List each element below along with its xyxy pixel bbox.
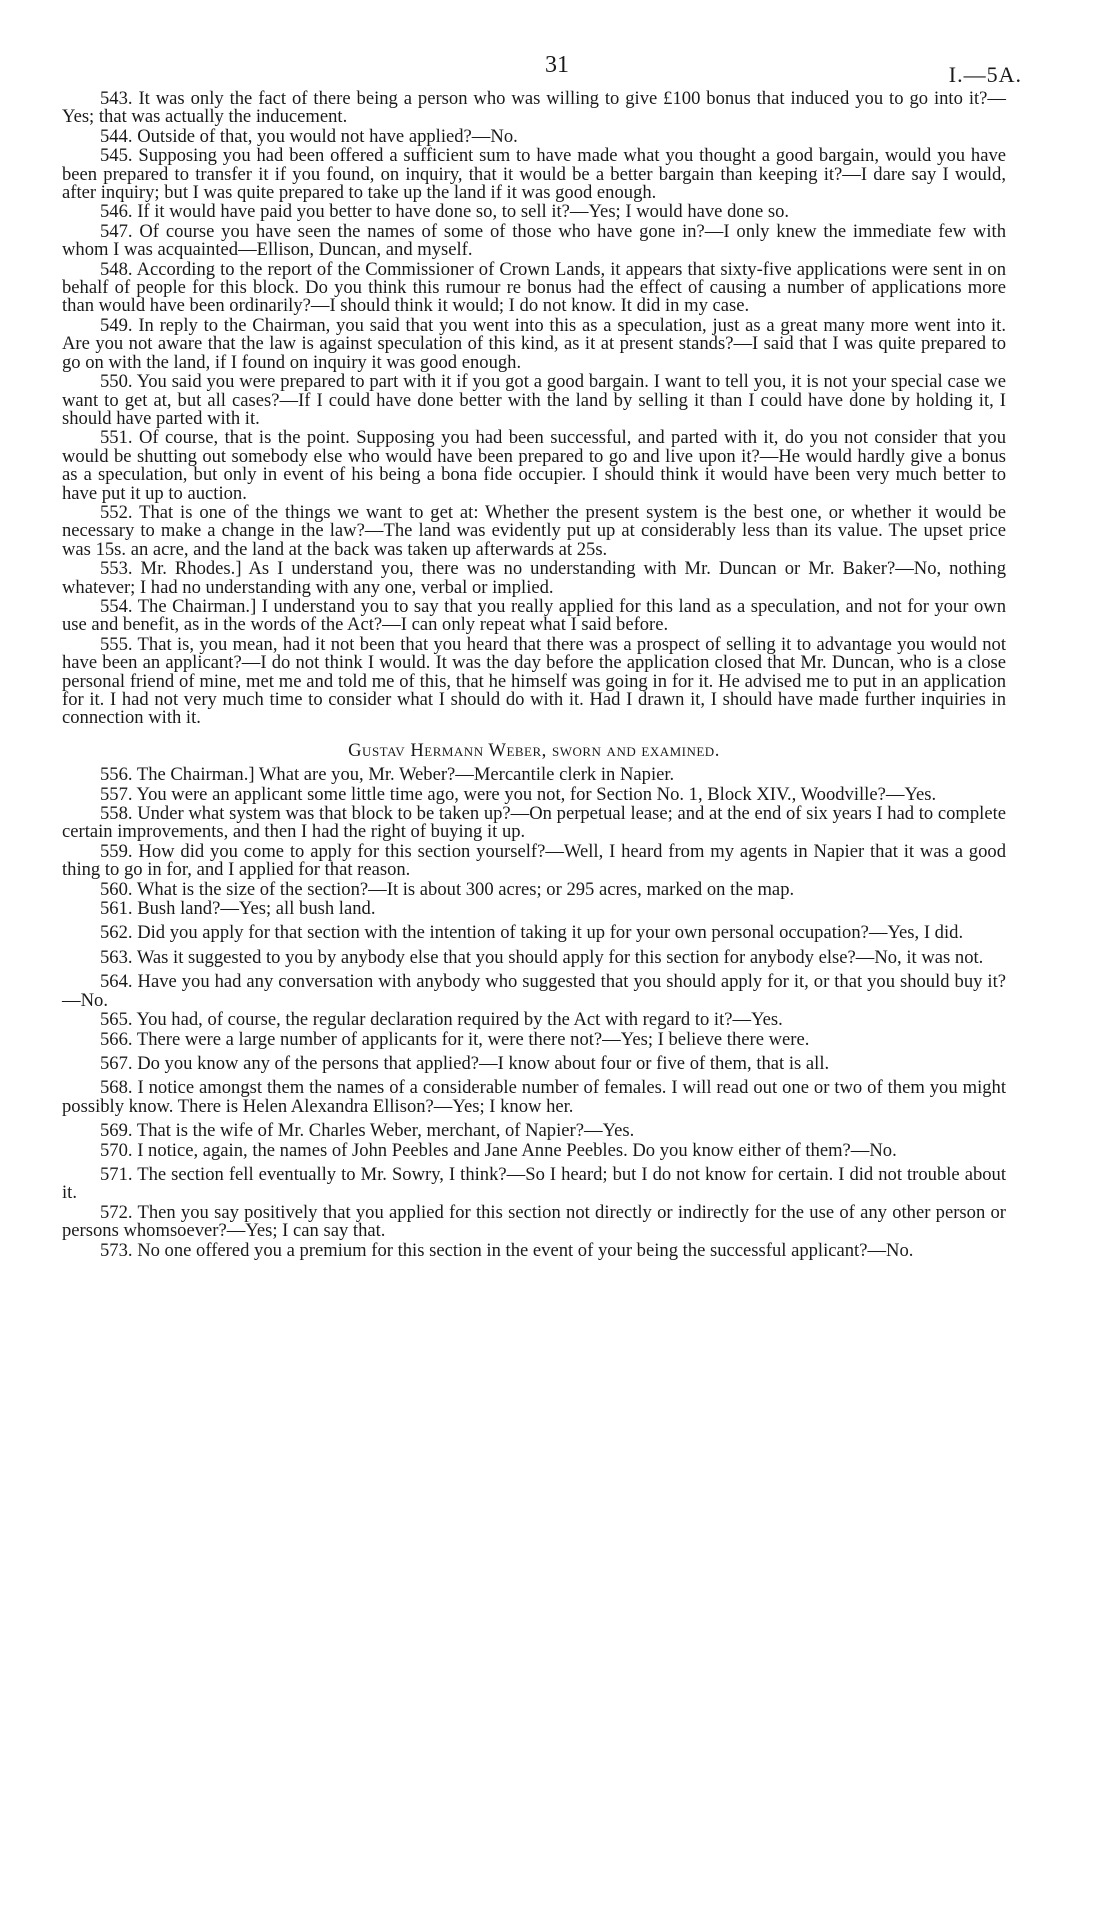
paragraph-559: 559. How did you come to apply for this section yourself?—Well, I heard from my agents in Napier that it was a good thing to go in for, and I applied for that reason. (62, 840, 1006, 881)
paragraph-545: 545. Supposing you had been offered a sufficient sum to have made what you thought a good bargain, would you have been prepared to transfer it if you found, on inquiry, that it would be a better bargain than keeping it?—I dare say I would, after inquiry; but I was quite prepared to take up the land if it was good enough. (62, 145, 1006, 204)
paragraph-562: 562. Did you apply for that section with the intention of taking it up for your own personal occupation?—Yes, I did. (100, 922, 964, 944)
paragraph-567: 567. Do you know any of the persons that applied?—I know about four or five of them, that is all. (100, 1052, 830, 1074)
page-number: 31 (545, 52, 569, 78)
paragraph-548: 548. According to the report of the Commissioner of Crown Lands, it appears that sixty-five applications were sent in on behalf of people for this block. Do you think this rumour re bonus had the effect of causing a number of applications more than would have been ordinarily?—I should think it would; I do not know. It did in my case. (62, 258, 1006, 317)
paragraph-570: 570. I notice, again, the names of John Peebles and Jane Anne Peebles. Do you know either of them?—No. (100, 1139, 897, 1161)
paragraph-560: 560. What is the size of the section?—It is about 300 acres; or 295 acres, marked on the map. (100, 878, 795, 900)
paragraph-573: 573. No one offered you a premium for this section in the event of your being the successful applicant?—No. (100, 1239, 914, 1261)
paragraph-568: 568. I notice amongst them the names of a considerable number of females. I will read out one or two of them you might possibly know. There is Helen Alexandra Ellison?—Yes; I know her. (62, 1077, 1006, 1117)
paragraph-543: 543. It was only the fact of there being a person who was willing to give £100 bonus that induced you to go into it?—Yes; that was actually the inducement. (62, 88, 1006, 128)
paragraph-558: 558. Under what system was that block to be taken up?—On perpetual lease; and at the end of six years I had to complete certain improvements, and then I had the right of buying it up. (62, 803, 1006, 843)
paragraph-564: 564. Have you had any conversation with anybody who suggested that you should apply for it, or that you should buy it?—No. (62, 971, 1006, 1011)
paragraph-552: 552. That is one of the things we want to get at: Whether the present system is the best one, or whether it would be necessary to make a change in the law?—The land was evidently put up at considerably less than its value. The upset price was 15s. an acre, and the land at the back was taken up afterwards at 25s. (62, 501, 1006, 560)
paragraph-546: 546. If it would have paid you better to have done so, to sell it?—Yes; I would have done so. (100, 201, 790, 223)
paragraph-561: 561. Bush land?—Yes; all bush land. (100, 898, 376, 920)
paragraph-555: 555. That is, you mean, had it not been that you heard that there was a prospect of selling it to advantage you would not have been an applicant?—I do not think I would. It was the day before the application closed that Mr. Duncan, who is a close personal friend of mine, met me and told me of this, that he himself was going in for it. He advised me to put in an application for it. I had not very much time to consider what I should do with it. Had I drawn it, I should have made further inquiries in connection with it. (62, 633, 1006, 729)
paragraph-571: 571. The section fell eventually to Mr. Sowry, I think?—So I heard; but I do not know for certain. I did not trouble about it. (62, 1163, 1006, 1204)
paragraph-554: 554. The Chairman.] I understand you to say that you really applied for this land as a speculation, and not for your own use and benefit, as in the words of the Act?—I can only repeat what I said before. (62, 595, 1006, 636)
paragraph-550: 550. You said you were prepared to part with it if you got a good bargain. I want to tell you, it is not your special case we want to get at, but all cases?—If I could have done better with the land by selling it than I could have done by holding it, I should have parted with it. (62, 371, 1006, 429)
paragraph-572: 572. Then you say positively that you applied for this section not directly or indirectly for the use of any other person or persons whomsoever?—Yes; I can say that. (62, 1201, 1006, 1242)
paragraph-553: 553. Mr. Rhodes.] As I understand you, there was no understanding with Mr. Duncan or Mr. Baker?—No, nothing whatever; I had no understanding with any one, verbal or implied. (62, 558, 1006, 598)
paragraph-557: 557. You were an applicant some little time ago, were you not, for Section No. 1, Block XIV., Woodville?—Yes. (100, 783, 937, 805)
paragraph-566: 566. There were a large number of applicants for it, were there not?—Yes; I believe there were. (100, 1028, 810, 1050)
paragraph-549: 549. In reply to the Chairman, you said that you went into this as a speculation, just as a great many more went into it. Are you not aware that the law is against speculation of this kind, as it at present stands?—I said that I was quite prepared to go on with the land, if I found on inquiry it was good enough. (62, 314, 1006, 373)
paragraph-556: 556. The Chairman.] What are you, Mr. Weber?—Mercantile clerk in Napier. (100, 764, 675, 786)
paragraph-551: 551. Of course, that is the point. Supposing you had been successful, and parted with it, do you not consider that you would be shutting out somebody else who would have been prepared to go and live upon it?—He would hardly give a bonus as a speculation, but only in event of his being a bona fide occupier. I should think it would have been very much better to have put it up to auction. (62, 427, 1006, 504)
paragraph-544: 544. Outside of that, you would not have applied?—No. (100, 125, 518, 147)
page-reference: I.—5A. (948, 62, 1022, 87)
paragraph-569: 569. That is the wife of Mr. Charles Weber, merchant, of Napier?—Yes. (100, 1120, 635, 1142)
witness-heading: Gustav Hermann Weber, sworn and examined. (348, 739, 720, 761)
paragraph-565: 565. You had, of course, the regular declaration required by the Act with regard to it?—Yes. (100, 1009, 783, 1031)
paragraph-563: 563. Was it suggested to you by anybody else that you should apply for this section for anybody else?—No, it was not. (100, 946, 984, 968)
body-text (62, 90, 1006, 1261)
paragraph-547: 547. Of course you have seen the names of some of those who have gone in?—I only knew the immediate few with whom I was acquainted—Ellison, Duncan, and myself. (62, 220, 1006, 261)
